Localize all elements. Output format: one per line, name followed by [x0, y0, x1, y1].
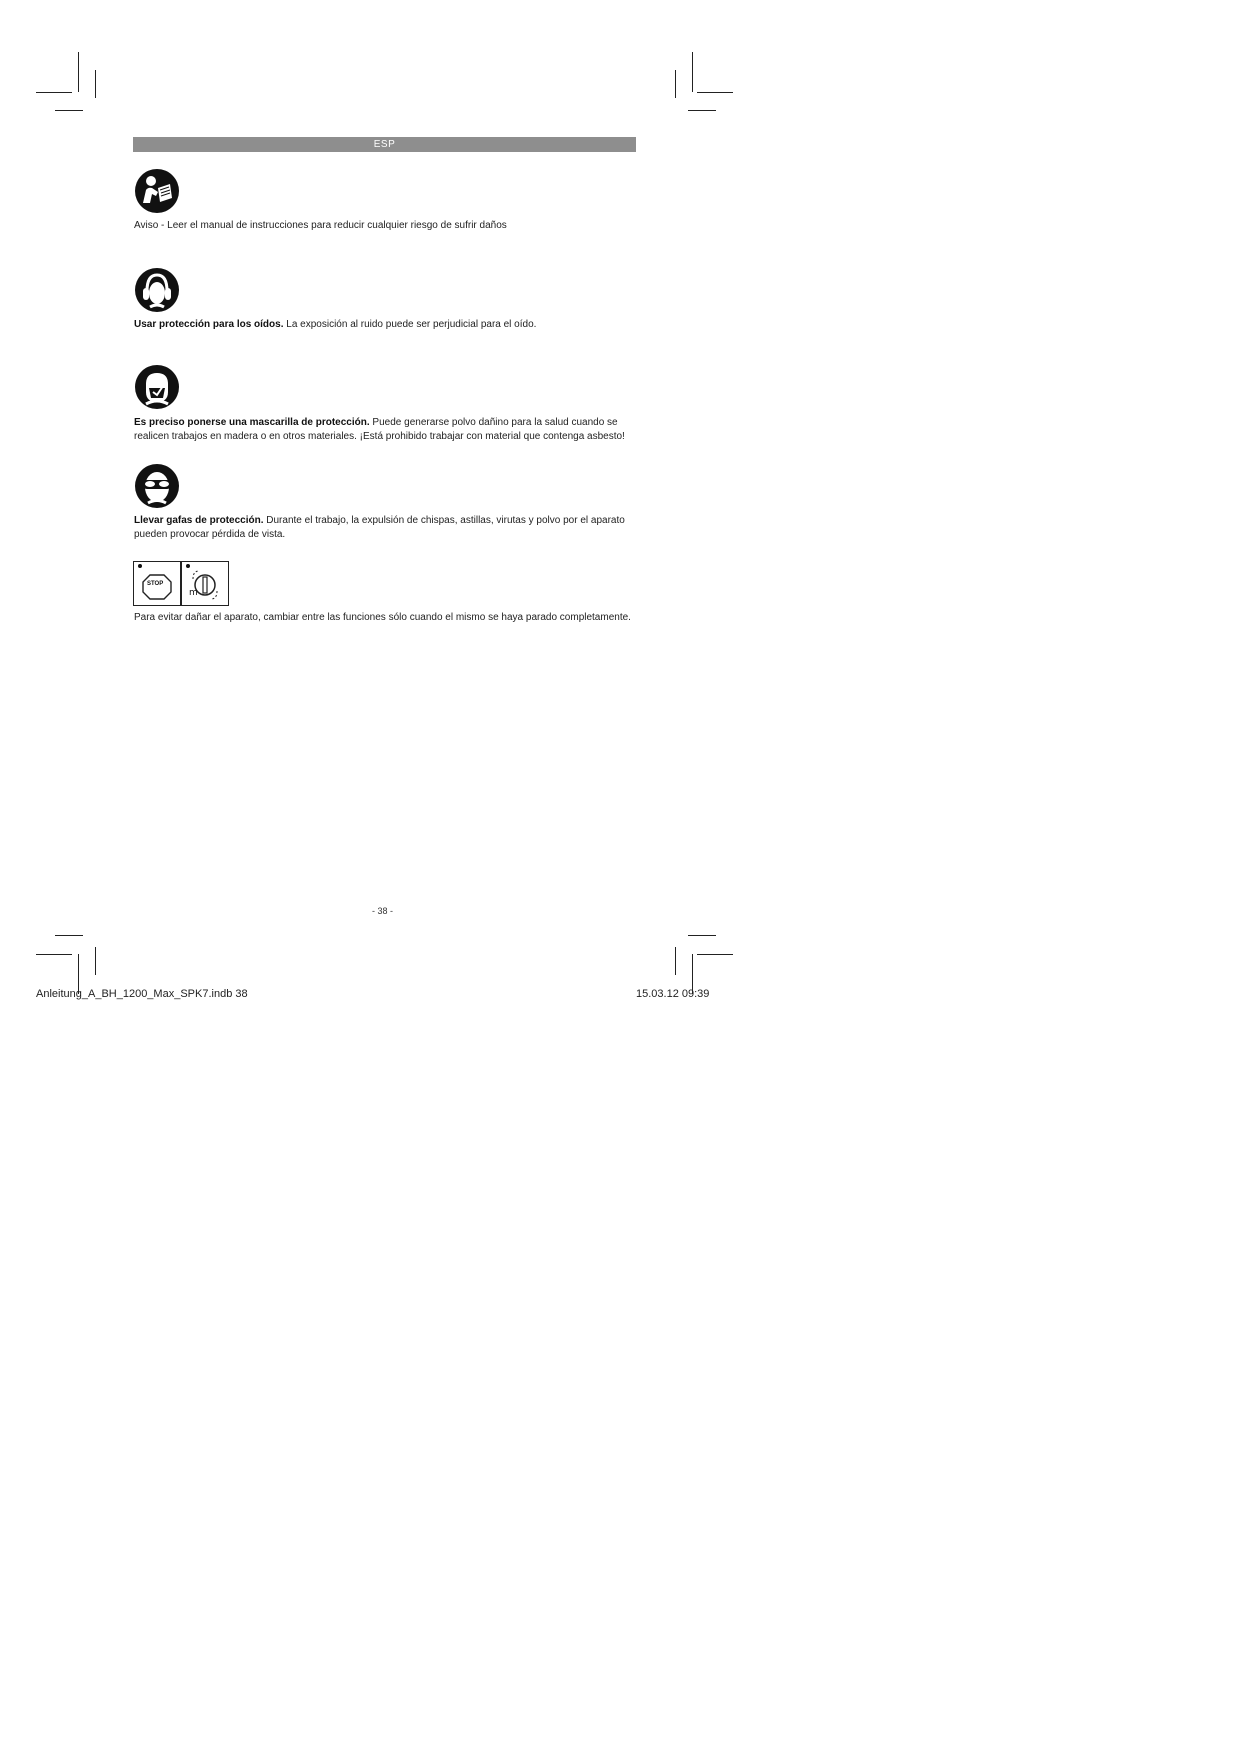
crop-mark — [697, 92, 733, 93]
section-4-text — [134, 514, 639, 542]
dust-mask-icon — [134, 364, 180, 410]
crop-mark — [36, 954, 72, 955]
safety-goggles-icon — [134, 463, 180, 509]
crop-mark — [55, 110, 83, 111]
crop-mark — [95, 70, 96, 98]
crop-mark — [78, 52, 79, 92]
section-3-text — [134, 416, 639, 444]
language-header-bar: ESP — [133, 137, 636, 152]
read-manual-icon — [134, 168, 180, 214]
crop-mark — [675, 947, 676, 975]
section-1-body: Aviso - Leer el manual de instrucciones para reducir cualquier riesgo de sufrir daños — [134, 220, 507, 231]
section-5-text — [134, 611, 639, 625]
section-3-body: Puede generarse polvo dañino para la salud cuando se realicen trabajos en madera o en otros materiales. ¡Está prohibido trabajar con material que contenga asbesto! — [134, 417, 625, 442]
svg-text:m: m — [189, 588, 198, 598]
stop-label: STOP — [147, 581, 164, 587]
section-4-bold: Llevar gafas de protección. — [134, 515, 264, 526]
crop-mark — [692, 52, 693, 92]
crop-mark — [688, 110, 716, 111]
section-1-text — [134, 219, 639, 233]
section-4-body: Durante el trabajo, la expulsión de chispas, astillas, virutas y polvo por el aparato pueden provocar pérdida de vista. — [134, 515, 625, 540]
section-2-text — [134, 318, 639, 332]
footer-file: Anleitung_A_BH_1200_Max_SPK7.indb 38 — [36, 988, 248, 1000]
section-2-body: La exposición al ruido puede ser perjudicial para el oído. — [283, 319, 537, 330]
footer-datetime: 15.03.12 09:39 — [636, 988, 710, 1000]
stop-switch-icon — [133, 561, 229, 606]
crop-mark — [55, 935, 83, 936]
page-number: - 38 - — [372, 906, 394, 916]
ear-protection-icon — [134, 267, 180, 313]
section-2-bold: Usar protección para los oídos. — [134, 319, 284, 330]
crop-mark — [688, 935, 716, 936]
section-5-body: Para evitar dañar el aparato, cambiar entre las funciones sólo cuando el mismo se haya parado completamente. — [134, 612, 631, 623]
crop-mark — [95, 947, 96, 975]
crop-mark — [36, 92, 72, 93]
section-3-bold: Es preciso ponerse una mascarilla de protección. — [134, 417, 370, 428]
crop-mark — [675, 70, 676, 98]
crop-mark — [697, 954, 733, 955]
